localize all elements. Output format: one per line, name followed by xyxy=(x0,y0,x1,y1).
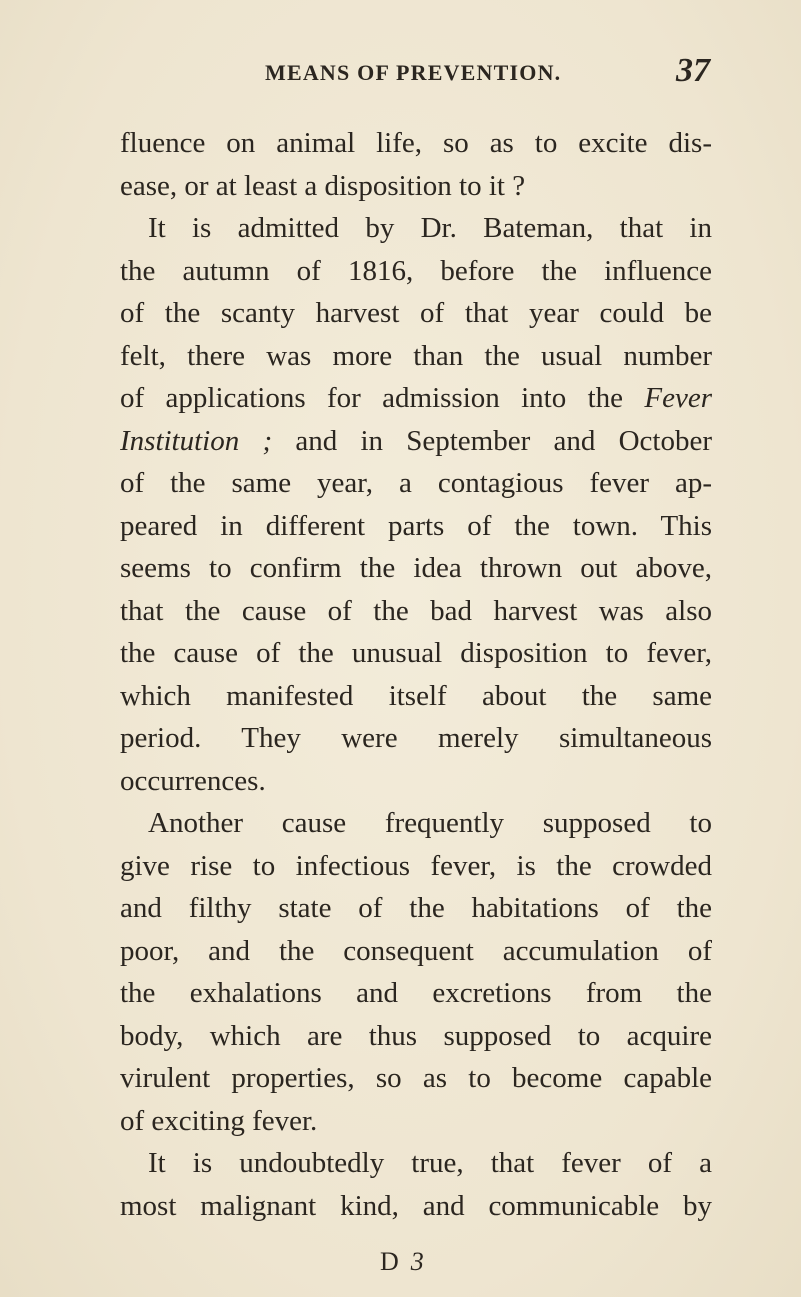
text-line: that the cause of the bad harvest was also xyxy=(120,594,712,627)
text-line xyxy=(120,420,712,463)
running-head xyxy=(120,52,710,98)
text-line: ease, or at least a disposition to it ? xyxy=(120,169,526,202)
text-line: give rise to infectious fever, is the crowded xyxy=(120,849,712,882)
page-number: 37 xyxy=(676,52,710,89)
text-line: of exciting fever. xyxy=(120,1104,318,1137)
signature-number: 3 xyxy=(410,1247,426,1276)
text-line: Another cause frequently supposed to xyxy=(148,807,712,839)
italic-term: Fever xyxy=(644,382,712,414)
text-line: seems to confirm the idea thrown out above, xyxy=(120,552,712,584)
text-line xyxy=(120,377,712,420)
italic-term: Institution ; xyxy=(120,424,273,457)
printer-signature xyxy=(380,1247,426,1277)
signature-letter: D xyxy=(380,1247,401,1276)
text-line: occurrences. xyxy=(120,764,266,797)
text-line: the exhalations and excretions from the xyxy=(120,977,712,1009)
text-line: virulent properties, so as to become capable xyxy=(120,1062,712,1094)
text-line: the cause of the unusual disposition to fever, xyxy=(120,637,712,669)
text-line: fluence on animal life, so as to excite dis- xyxy=(120,127,712,159)
text-line: of the same year, a contagious fever ap- xyxy=(120,467,712,499)
text-line: felt, there was more than the usual number xyxy=(120,339,712,372)
text-line: the autumn of 1816, before the influence xyxy=(120,254,712,287)
text-line: most malignant kind, and communicable by xyxy=(120,1189,712,1222)
text-line: peared in different parts of the town. This xyxy=(120,509,712,542)
text-segment: and in September and October xyxy=(272,424,712,457)
text-line: period. They were merely simultaneous xyxy=(120,722,712,754)
text-segment: of applications for admission into the xyxy=(120,382,645,414)
text-line: poor, and the consequent accumulation of xyxy=(120,934,712,967)
text-line: and filthy state of the habitations of the xyxy=(120,892,712,924)
text-line: of the scanty harvest of that year could be xyxy=(120,297,712,329)
text-line: It is undoubtedly true, that fever of a xyxy=(148,1147,712,1179)
body-text xyxy=(120,122,712,1227)
text-line: body, which are thus supposed to acquire xyxy=(120,1019,712,1052)
text-line: which manifested itself about the same xyxy=(120,679,712,712)
text-line: It is admitted by Dr. Bateman, that in xyxy=(148,212,712,244)
running-title: MEANS OF PREVENTION. xyxy=(265,60,562,85)
